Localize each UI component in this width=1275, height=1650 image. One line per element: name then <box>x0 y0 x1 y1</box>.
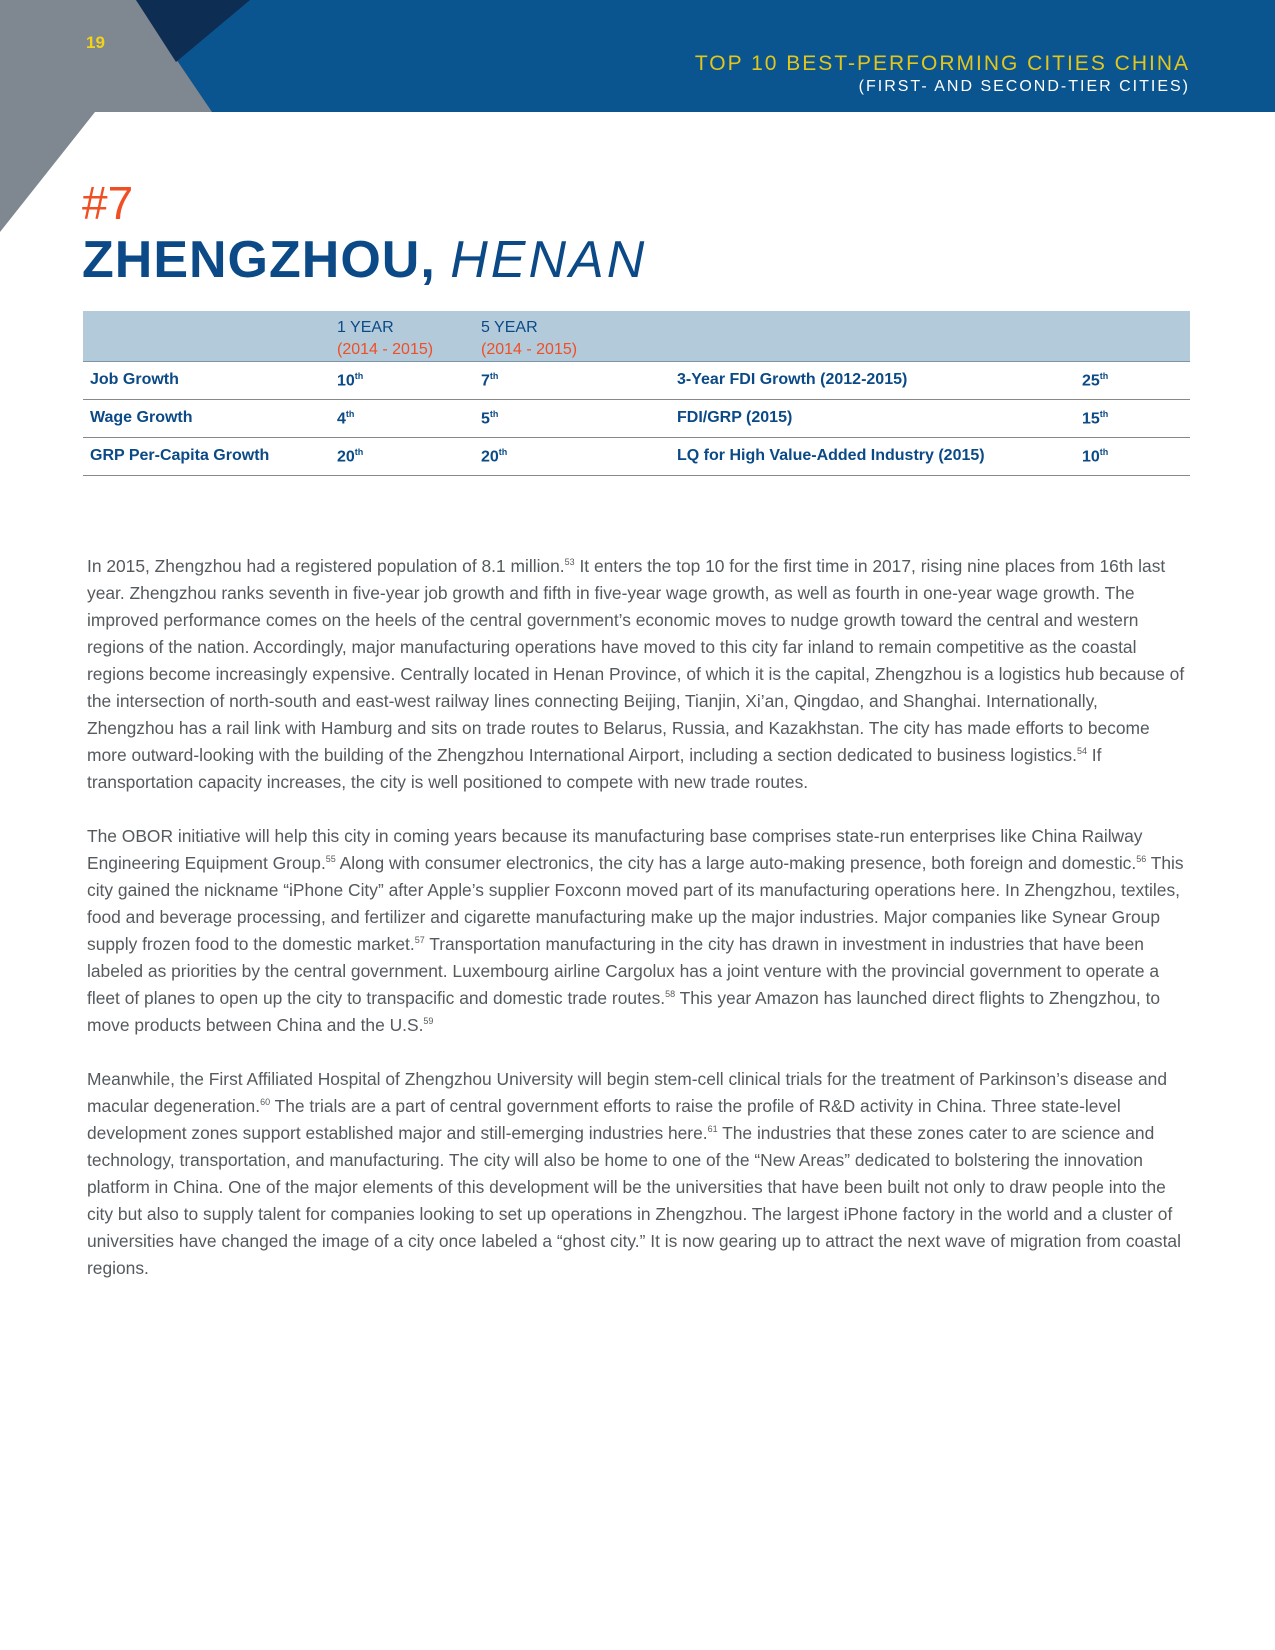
paragraph <box>87 823 1187 1039</box>
rank-suffix: th <box>345 409 355 419</box>
table-row <box>83 362 1190 400</box>
five-year-rank <box>481 447 507 466</box>
rank-value: 10 <box>337 372 355 390</box>
report-title: TOP 10 BEST-PERFORMING CITIES CHINA <box>694 52 1190 75</box>
city-rank: #7 <box>82 177 134 229</box>
metric-rank <box>1082 371 1108 390</box>
paragraph-text: In 2015, Zhengzhou had a registered population of 8.1 million. <box>87 556 565 576</box>
article-body <box>87 553 1187 1309</box>
city-name: ZHENGZHOU, <box>82 231 436 289</box>
paragraph-text: Transportation manufacturing in the city has drawn in investment in industries that have been labeled as priorities by the central government. Luxembourg airline Cargolux has a joint venture with the provincial government to operate a fleet of planes to open up the city to transpacific and domestic trade routes. <box>87 934 1160 1008</box>
paragraph-text: The industries that these zones cater to are science and technology, transportation, and manufacturing. The city will also be home to one of the “New Areas” dedicated to bolstering the innovation platform in China. One of the major elements of this development will be the universities that have been built not only to draw people into the city but also to supply talent for companies looking to set up operations in Zhengzhou. The largest iPhone factory in the world and a cluster of universities have changed the image of a city once labeled a “ghost city.” It is now gearing up to attract the next wave of migration from coastal regions. <box>87 1123 1181 1278</box>
rank-value: 20 <box>337 448 355 466</box>
footnote-ref: 59 <box>423 1016 434 1027</box>
stats-table <box>83 311 1190 476</box>
footnote-ref: 60 <box>260 1097 271 1108</box>
paragraph-text: The OBOR initiative will help this city in coming years because its manufacturing base comprises state-run enterprises like China Railway Engineering Equipment Group. <box>87 826 1143 873</box>
footnote-ref: 61 <box>707 1124 718 1135</box>
metric-label: LQ for High Value-Added Industry (2015) <box>677 447 985 464</box>
five-year-label: 5 YEAR <box>481 319 538 336</box>
paragraph-text: Meanwhile, the First Affiliated Hospital of Zhengzhou University will begin stem-cell clinical trials for the treatment of Parkinson’s disease and macular degeneration. <box>87 1069 1168 1116</box>
one-year-label: 1 YEAR <box>337 319 394 336</box>
paragraph-text: This city gained the nickname “iPhone City” after Apple’s supplier Foxconn moved part of its manufacturing operations here. In Zhengzhou, textiles, food and beverage processing, and fertilizer and cigarette manufacturing make up the major industries. Major companies like Synear Group supply frozen food to the domestic market. <box>87 853 1184 954</box>
table-row <box>83 438 1190 476</box>
footnote-ref: 57 <box>414 935 425 946</box>
city-heading <box>82 232 647 288</box>
paragraph <box>87 1066 1187 1282</box>
rank-value: 25 <box>1082 372 1100 390</box>
paragraph <box>87 553 1187 796</box>
rank-value: 5 <box>481 410 490 428</box>
metric-label: GRP Per-Capita Growth <box>90 447 270 464</box>
rank-value: 20 <box>481 448 499 466</box>
stats-header <box>83 311 1190 362</box>
rank-suffix: th <box>1099 371 1109 381</box>
one-year-header <box>337 317 433 361</box>
five-year-header <box>481 317 577 361</box>
rank-suffix: th <box>354 447 364 457</box>
rank-suffix: th <box>489 371 499 381</box>
page-number: 19 <box>86 33 105 52</box>
five-year-rank <box>481 409 498 428</box>
rank-suffix: th <box>498 447 508 457</box>
rank-suffix: th <box>489 409 499 419</box>
rank-value: 10 <box>1082 448 1100 466</box>
table-row <box>83 400 1190 438</box>
metric-label: Wage Growth <box>90 409 193 426</box>
paragraph-text: Along with consumer electronics, the city has a large auto-making presence, both foreign and domestic. <box>335 853 1137 873</box>
five-year-range: (2014 - 2015) <box>481 341 578 358</box>
paragraph-text: The trials are a part of central government efforts to raise the profile of R&D activity in China. Three state-level development zones support established major and still-emerging industries here. <box>87 1096 1121 1143</box>
one-year-range: (2014 - 2015) <box>337 341 434 358</box>
rank-value: 7 <box>481 372 490 390</box>
paragraph-text: If transportation capacity increases, the city is well positioned to compete with new trade routes. <box>87 745 1102 792</box>
metric-rank <box>1082 409 1108 428</box>
footnote-ref: 56 <box>1136 854 1147 865</box>
five-year-rank <box>481 371 498 390</box>
metric-label: 3-Year FDI Growth (2012-2015) <box>677 371 908 388</box>
metric-label: FDI/GRP (2015) <box>677 409 793 426</box>
paragraph-text: It enters the top 10 for the first time in 2017, rising nine places from 16th last year. Zhengzhou ranks seventh in five-year job growth and fifth in five-year wage growth, as well as fourth in one-year wage growth. The improved performance comes on the heels of the central government’s economic moves to nudge growth toward the central and western regions of the nation. Accordingly, major manufacturing operations have moved to this city far inland to remain competitive as the coastal regions become increasingly expensive. Centrally located in Henan Province, of which it is the capital, Zhengzhou is a logistics hub because of the intersection of north-south and east-west railway lines connecting Beijing, Tianjin, Xi’an, Qingdao, and Shanghai. Internationally, Zhengzhou has a rail link with Hamburg and sits on trade routes to Belarus, Russia, and Kazakhstan. The city has made efforts to become more outward-looking with the building of the Zhengzhou International Airport, including a section dedicated to business logistics. <box>87 556 1185 765</box>
metric-label: Job Growth <box>90 371 179 388</box>
rank-value: 15 <box>1082 410 1100 428</box>
footnote-ref: 58 <box>665 989 676 1000</box>
rank-suffix: th <box>354 371 364 381</box>
report-subtitle: (FIRST- AND SECOND-TIER CITIES) <box>858 78 1190 95</box>
province-name: HENAN <box>450 231 648 289</box>
one-year-rank <box>337 447 363 466</box>
rank-suffix: th <box>1099 409 1109 419</box>
footnote-ref: 53 <box>564 557 575 568</box>
paragraph-text: This year Amazon has launched direct flights to Zhengzhou, to move products between China and the U.S. <box>87 988 1161 1035</box>
footnote-ref: 54 <box>1076 746 1087 757</box>
one-year-rank <box>337 371 363 390</box>
one-year-rank <box>337 409 354 428</box>
rank-value: 4 <box>337 410 346 428</box>
footnote-ref: 55 <box>325 854 336 865</box>
rank-suffix: th <box>1099 447 1109 457</box>
metric-rank <box>1082 447 1108 466</box>
